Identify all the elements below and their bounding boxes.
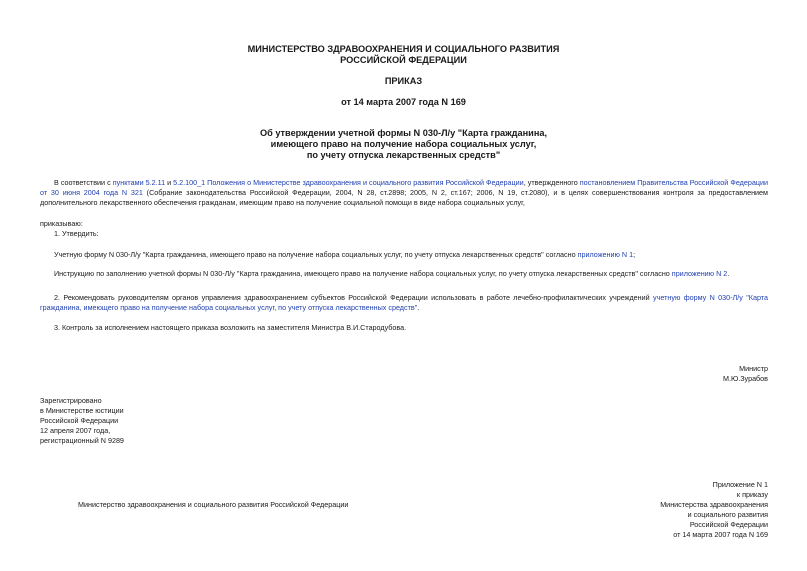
preamble-text-3: , утвержденного [523,178,580,187]
registration-block [40,396,124,446]
link-regulation-ministry[interactable]: 5.2.100_1 Положения о Министерстве здравоохранения и социального развития Российской Федерации [173,178,524,187]
registration-line-5: регистрационный N 9289 [40,436,124,445]
appendix-line-5: Российской Федерации [689,520,768,529]
item-3: 3. Контроль за исполнением настоящего приказа возложить на заместителя Министра В.И.Стародубова. [54,323,407,332]
form-line-end: ; [633,250,636,259]
preamble-text-2: и [165,178,174,187]
doc-title [0,128,807,161]
appendix-line-1: Приложение N 1 [712,480,768,489]
form-line [54,250,768,260]
instruction-line-end: . [727,269,730,278]
link-appendix-1[interactable]: приложению N 1 [577,250,634,259]
instruction-line-text: Инструкцию по заполнению учетной формы N 030-Л/у "Карта гражданина, имеющего право на получение набора социальных услуг, по учету отпуска лекарственных средств" согласно [54,269,672,278]
title-line-3: по учету отпуска лекарственных средств" [306,150,501,160]
appendix-block [600,480,768,540]
title-line-2: имеющего право на получение набора социальных услуг, [270,139,537,149]
instruction-line [54,269,768,279]
footer-ministry: Министерство здравоохранения и социального развития Российской Федерации [78,500,349,509]
item-2-end: . [417,303,420,312]
form-line-text: Учетную форму N 030-Л/у "Карта гражданина, имеющего право на получение набора социальных услуг, по учету отпуска лекарственных средств" согласно [54,250,578,259]
registration-line-1: Зарегистрировано [40,396,102,405]
preamble-text-4: (Собрание законодательства Российской Федерации, 2004, N 28, ст.2898; 2005, N 2, ст.167; 2006, N 19, ст.2080), и в целях совершенствования контроля за предоставлением дополнительного лекарственного обеспечения гражданам, имеющим право на получение социальной помощи в виде набора социальных услуг, [40,188,768,207]
registration-line-2: в Министерстве юстиции [40,406,124,415]
link-points-5-2-11[interactable]: пунктами 5.2.11 [112,178,166,187]
ministry-line-2: РОССИЙСКОЙ ФЕДЕРАЦИИ [340,55,467,65]
preamble-text-1: В соответствии с [54,178,113,187]
signature-name: М.Ю.Зурабов [722,374,768,383]
registration-line-4: 12 апреля 2007 года, [40,426,111,435]
signature-role: Министр [739,364,768,373]
link-government-decree[interactable]: постановлением Правительства Российской Федерации от 30 июня 2004 года N 321 [40,178,768,197]
doc-type: ПРИКАЗ [384,76,423,86]
preamble-paragraph [40,178,768,208]
appendix-line-4: и социального развития [687,510,768,519]
appendix-line-2: к приказу [736,490,768,499]
appendix-line-3: Министерства здравоохранения [660,500,768,509]
order-word: приказываю: [40,219,83,228]
ministry-title [0,44,807,66]
date-number: от 14 марта 2007 года N 169 [341,97,466,107]
registration-line-3: Российской Федерации [40,416,119,425]
item-1: 1. Утвердить: [54,229,99,238]
ministry-line-1: МИНИСТЕРСТВО ЗДРАВООХРАНЕНИЯ И СОЦИАЛЬНОГО РАЗВИТИЯ [247,44,560,54]
item-2 [40,293,768,313]
link-appendix-2[interactable]: приложению N 2 [671,269,728,278]
link-form-030[interactable]: учетную форму N 030-Л/у "Карта гражданина, имеющего право на получение набора социальных услуг, по учету отпуска лекарственных средств" [40,293,768,312]
title-line-1: Об утверждении учетной формы N 030-Л/у "Карта гражданина, [259,128,548,138]
appendix-line-6: от 14 марта 2007 года N 169 [673,530,768,539]
item-2-text: 2. Рекомендовать руководителям органов управления здравоохранением субъектов Российской Федерации использовать в работе лечебно-профилактических учреждений [54,293,653,302]
